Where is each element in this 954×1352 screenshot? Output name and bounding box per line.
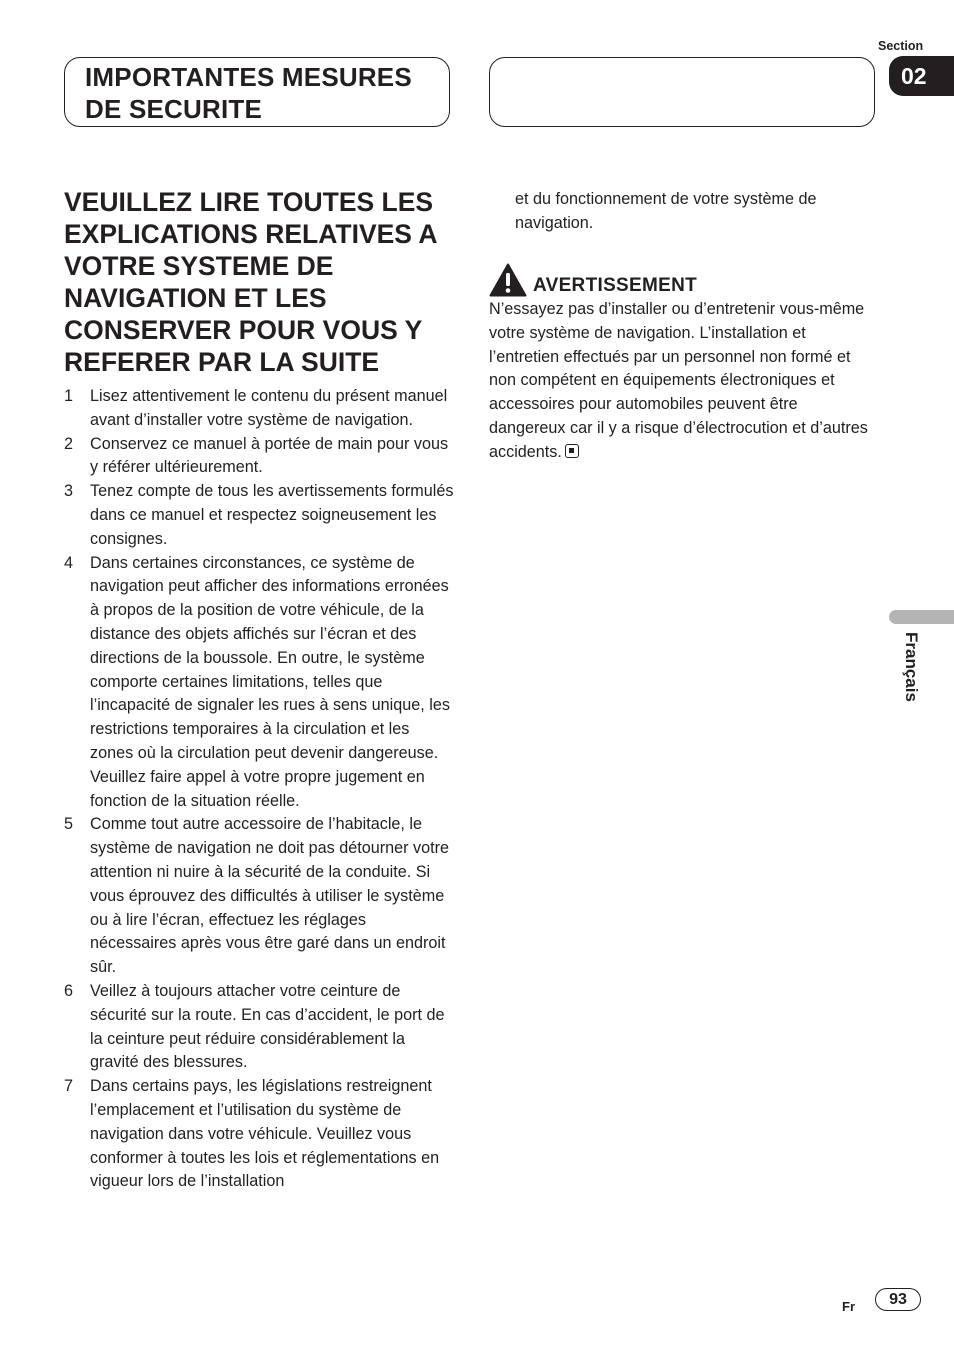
end-of-section-icon	[565, 444, 579, 458]
list-item	[64, 1075, 454, 1194]
list-item-text: Conservez ce manuel à portée de main pour vous y référer ultérieurement.	[90, 434, 449, 477]
list-item-text: Veillez à toujours attacher votre ceinture de sécurité sur la route. En cas d’accident, le port de la ceinture peut réduire considérablement la gravité des blessures.	[90, 981, 445, 1072]
warning-paragraph	[489, 298, 877, 465]
header-title-box	[64, 57, 450, 127]
list-item	[64, 552, 454, 814]
header-title	[85, 61, 412, 125]
footer-language-code: Fr	[842, 1299, 855, 1314]
main-heading: VEUILLEZ LIRE TOUTES LES EXPLICATIONS RELATIVES A VOTRE SYSTEME DE NAVIGATION ET LES CONSERVER POUR VOUS Y REFERER PAR LA SUITE	[64, 187, 437, 377]
list-item-number: 4	[64, 553, 74, 572]
safety-instructions-list	[64, 385, 454, 1194]
warning-title: AVERTISSEMENT	[533, 275, 698, 296]
list-item-number: 7	[64, 1077, 74, 1096]
header-title-line1: IMPORTANTES MESURES	[85, 62, 412, 92]
list-item	[64, 385, 454, 433]
warning-text: N’essayez pas d’installer ou d’entretenir vous-même votre système de navigation. L’installation et l’entretien effectués par un personnel non formé et non compétent en équipements électroniques et accessoires pour automobiles peuvent être dangereux car il y a risque d’électrocution et d’autres accidents.	[489, 300, 868, 461]
warning-block	[489, 263, 877, 465]
page-number: 93	[875, 1288, 921, 1311]
section-label: Section	[878, 39, 924, 53]
list-item	[64, 980, 454, 1075]
warning-triangle-icon	[489, 263, 527, 297]
language-label: Français	[902, 632, 921, 702]
list-item-number: 1	[64, 387, 74, 405]
section-number-badge: 02	[889, 56, 954, 96]
list-item-text: Comme tout autre accessoire de l’habitacle, le système de navigation ne doit pas détourner votre attention ni nuire à la sécurité de la conduite. Si vous éprouvez des difficultés à utiliser le système ou à lire l’écran, effectuez les réglages nécessaires après vous être garé dans un endroit sûr.	[90, 815, 450, 977]
list-item-number: 5	[64, 815, 74, 834]
list-item-text: Dans certaines circonstances, ce système de navigation peut afficher des informations erronées à propos de la position de votre véhicule, de la distance des objets affichés sur l’écran et des directions de la boussole. En outre, le système comporte certaines limitations, telles que l’incapacité de signaler les rues à sens unique, les restrictions temporaires à la circulation et les zones où la circulation peut devenir dangereuse. Veuillez faire appel à votre propre jugement en fonction de la situation réelle.	[90, 553, 450, 810]
list-item-number: 2	[64, 434, 74, 453]
list-continuation-text: et du fonctionnement de votre système de navigation.	[515, 190, 817, 232]
warning-header	[489, 263, 877, 297]
list-item	[64, 433, 454, 481]
list-item-text: Lisez attentivement le contenu du présent manuel avant d’installer votre système de navigation.	[90, 387, 448, 429]
list-item	[64, 813, 454, 980]
list-item-text: Tenez compte de tous les avertissements formulés dans ce manuel et respectez soigneusement les consignes.	[90, 482, 454, 548]
list-item-number: 6	[64, 981, 74, 1000]
header-title-line2: DE SECURITE	[85, 94, 263, 124]
list-item-number: 3	[64, 482, 74, 501]
header-empty-box	[489, 57, 875, 127]
language-tab	[889, 610, 954, 624]
list-item-text: Dans certains pays, les législations restreignent l’emplacement et l’utilisation du système de navigation dans votre véhicule. Veuillez vous conformer à toutes les lois et réglementations en vigueur lors de l’installation	[90, 1077, 440, 1191]
list-item	[64, 480, 454, 551]
